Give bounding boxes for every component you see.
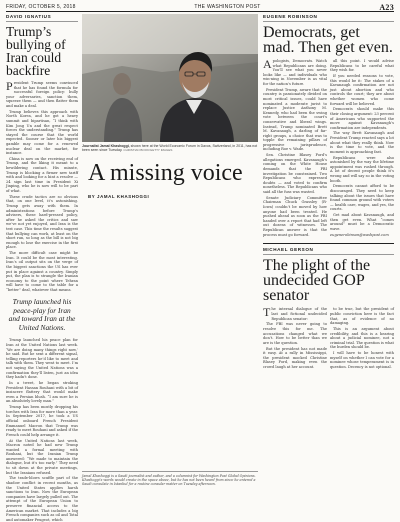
right-paragraph: all this point. I would advise Republicans to be careful what they wish for. [330, 59, 394, 73]
right-paragraph: Democrats cannot afford to be discouraged. They need to keep talking about the issues that have found common ground with voters — health care, wages, and yes, the courts. [330, 184, 394, 212]
right-paragraph: The FBI was never going to resolve this for me. The accusations changed what we don’t. How to be better than we are is the question. [263, 322, 327, 345]
author-note: Jamal Khashoggi is a Saudi journalist and author, and a columnist for Washington Post Global Opinions. Khashoggi’s words would create in the space above, but he has not been heard from since he entered a Saudi consulate in Istanbul for a routine consular matter on Tuesday afternoon. [82, 471, 258, 487]
dropcap: T [263, 305, 271, 320]
right-byline-2: MICHAEL GERSON [263, 247, 394, 255]
masthead [6, 3, 394, 12]
right-paragraph: But the president has not made it easy. At a rally in Mississippi, the president mocked Christine Blasey Ford, making even the crowd laugh at her account. [263, 346, 327, 369]
left-paragraph: Trump has been mostly dropping his torches with Iran for more than a year. In September 2017, he took a US official onboard French President Emmanuel Macron that Trump was ready to meet Rouhani and asked if the French could help arrange it. [6, 405, 78, 437]
left-paragraph: Trump believes this approach with North Korea, and he got a heavy summit and bipartisan, “I think with Kim Jong Un and the great respect forces the understanding.” Trump has stayed the course that the world expected. Sooner or later his biggest gamble may come for a renewed nuclear deal on the market, for instance. [6, 109, 78, 156]
right-paragraph: Apologists, Democrats. Watch what Republicans are doing. You’ll see what you never looks like — and individuals who win-ning in November is as vital for the nation’s future. [263, 57, 327, 86]
right-body-col1 [263, 59, 327, 238]
left-byline: DAVID IGNATIUS [6, 14, 78, 22]
right-paragraph: Democrats should make this their closing argument: 23 percent of Americans who supported the move against Kavanaugh’s confirmation are independents. [330, 107, 394, 130]
left-paragraph: These crude tactics are so obvious that, on one level, it’s astonishing. Trump gets away with them. In administrations before Trump’s advisers, these hard-pressed policy, after he asked the critics and saw we’ve not yet enjoyed, and Iran is the test case. This time the results suggest that bullying can work, at least on the short run, so long as the bill is not big enough to lose the exercise in the first place. [6, 194, 78, 250]
left-body-continued [6, 338, 78, 522]
left-column [6, 14, 79, 522]
left-body [6, 81, 78, 292]
right-paragraph: Republicans were also astonished by the way the lifetime appointment was rushed through. A lot of decent people think it’s wrong and will say so in the voting booth. [330, 155, 394, 183]
khashoggi-photo [82, 14, 258, 142]
right-body2-col2 [330, 307, 394, 370]
right-body-col2 [330, 59, 394, 238]
dropcap: A [263, 57, 272, 71]
right-headline-2: The plight of the undecided GOP senator [263, 257, 371, 305]
right-paragraph: to be true, but the president of public conviction here is the fact that, as of evidence of no damaging. [330, 307, 394, 326]
photo-caption [82, 144, 258, 153]
masthead-paper: THE WASHINGTON POST [194, 4, 261, 10]
photo-illustration [82, 14, 258, 142]
left-paragraph: Trump launched his peace plan for Iran at the United Nations last week. ‘We are doing many things right now,’ he said. But he sent a different signal, telling reporters he’d like to meet and talk with them. They went to meet. I’m not saying the United Nations was a confirmation they’ll listen, just an idea they hadn’t done. [6, 338, 78, 380]
right-paragraph: This is an argument about credibility, and this is a hearing about a judicial nominee, not a criminal trial. The question is what the burden should be. [330, 327, 394, 350]
caption-text: shown here at the World Economic Forum in Davos, Switzerland, in 2011, has not been seen since Tuesday. [82, 144, 258, 153]
right-body [263, 59, 394, 238]
left-headline: Trump’s bullying of Iran could backfire [6, 24, 66, 78]
right-paragraph: The internal dialogue of the last and fictional undecided Republican senator: [263, 305, 327, 321]
right-paragraph: The way Brett Kavanaugh and President Trump reacted says a lot about what they really think. Now is the time to vote, and the moment is approaching fast. [330, 131, 394, 154]
author-email[interactable]: eugenerobinson@washpost.com [330, 232, 389, 237]
middle-column [82, 14, 258, 486]
right-paragraph: Get mad about Kavanaugh, and then get even. What “comes around” must be a Democratic wave. [330, 213, 394, 231]
right-body-2 [263, 307, 394, 370]
left-paragraph: At the United Nations last week, Macron noted he had new Trump wanted a formal meeting with Rouhani, but the Iranian Trump answered: “We made to maintain the dialogue, but it’s too early.” They need to sit down at the private meetings, but the Iranians refused. [6, 438, 78, 475]
right-headline: Democrats, get mad. Then get even. [263, 24, 393, 56]
right-paragraph: If you needed reasons to vote, this would be it: The stakes of a Kavanaugh confirmation are not just about abortion and who controls the court; they are about whether women who come forward will be believed. [330, 73, 394, 106]
right-paragraph: Senate Judiciary Committee Chairman Chuck Grassley (R-Iowa) couldn’t be moved by how anyone had been treated. He pushed ahead as soon as the FBI handed over a report that had left out dozens of witnesses. The Republican answer is that the process must go forward. [263, 195, 327, 237]
photo-credit: CHRISTIAN BOOK/GETTY IMAGES [123, 148, 173, 153]
right-paragraph: Sen. Christine Blasey Ford’s allegations emerged. Kavanaugh’s coming on the White House demands that the FBI investigation be constrained. Two Republicans who expressed doubts — and voted to confirm nonetheless. The Republicans who said all the fuss was wasted. [263, 153, 327, 194]
masthead-date: FRIDAY, OCTOBER 5, 2018 [6, 4, 76, 10]
masthead-page-number: A23 [379, 2, 394, 12]
right-paragraph: I will have to be honest with myself on whether I can vote for a nominee whose temperament is in question. Decency is not optional. [330, 351, 394, 369]
left-paragraph: In a tweet, he began stroking President Hassan Rouhani with a bit of insincere flattery that would make even a Persian blush. “I am sure he is an absolutely lovely man.” [6, 381, 78, 404]
left-paragraph: The trade-blows scuffle part of the shadow conflict in recent months, as the United States applies harsh sanctions to Iran. Now the European companies have largely pulled out. The attempt of the European Union to preserve financial access to the American market. That includes a big French companies such as oil and Total and automaker Peugeot, which [6, 476, 79, 522]
section-divider [263, 243, 394, 244]
middle-byline: BY JAMAL KHASHOGGI [88, 193, 150, 199]
right-byline: EUGENE ROBINSON [263, 14, 394, 22]
left-paragraph: President Trump seems convinced that he has found the formula for successful foreign policy: bully your adversaries, sanction them, squeeze them — and then flatter them and make a deal. [6, 79, 78, 108]
caption-lead: Journalist Jamal Khashoggi, [82, 144, 130, 148]
right-column [263, 14, 394, 486]
dropcap: P [6, 79, 13, 93]
left-paragraph: China is now on the receiving end of Trump, and the liking it meant to a bewildering contact. His minute, Trump is blocking a firmer new tariff with and looking for a hint a resolve — 24 sign last time in President Xi Jinping, who he is now will to be part of what. [6, 156, 78, 194]
left-pullquote: Trump launched his peace-play for Iran and toward Iran at the United Nations. [8, 297, 76, 332]
right-body2-col1 [263, 307, 327, 370]
left-paragraph: The more difficult case might be Iran. It could be the most interesting. Iran’s oil output sits on the verge of the biggest sanctions the US has ever put in place against a country. Simply put, the plan is to strangle the Iranian economy to the point where Tehran will have to come to the table for a “better” deal, whatever that means. [6, 251, 78, 292]
blank-column-space [82, 205, 258, 467]
right-paragraph: President Trump, aware that the country is passionately divided on most critical issues, could have nominated a moderate jurist to replace Justice Anthony M. Kennedy, who had been the swing vote between the court’s conservative and liberal wings. Instead, Trump nominated Brett M. Kavanaugh, a darling of far-right groups, a choice that was to topple the remaining pillars of progressive jurisprudence, including Roe v. Wade. [263, 87, 327, 152]
middle-headline: A missing voice [88, 159, 243, 186]
